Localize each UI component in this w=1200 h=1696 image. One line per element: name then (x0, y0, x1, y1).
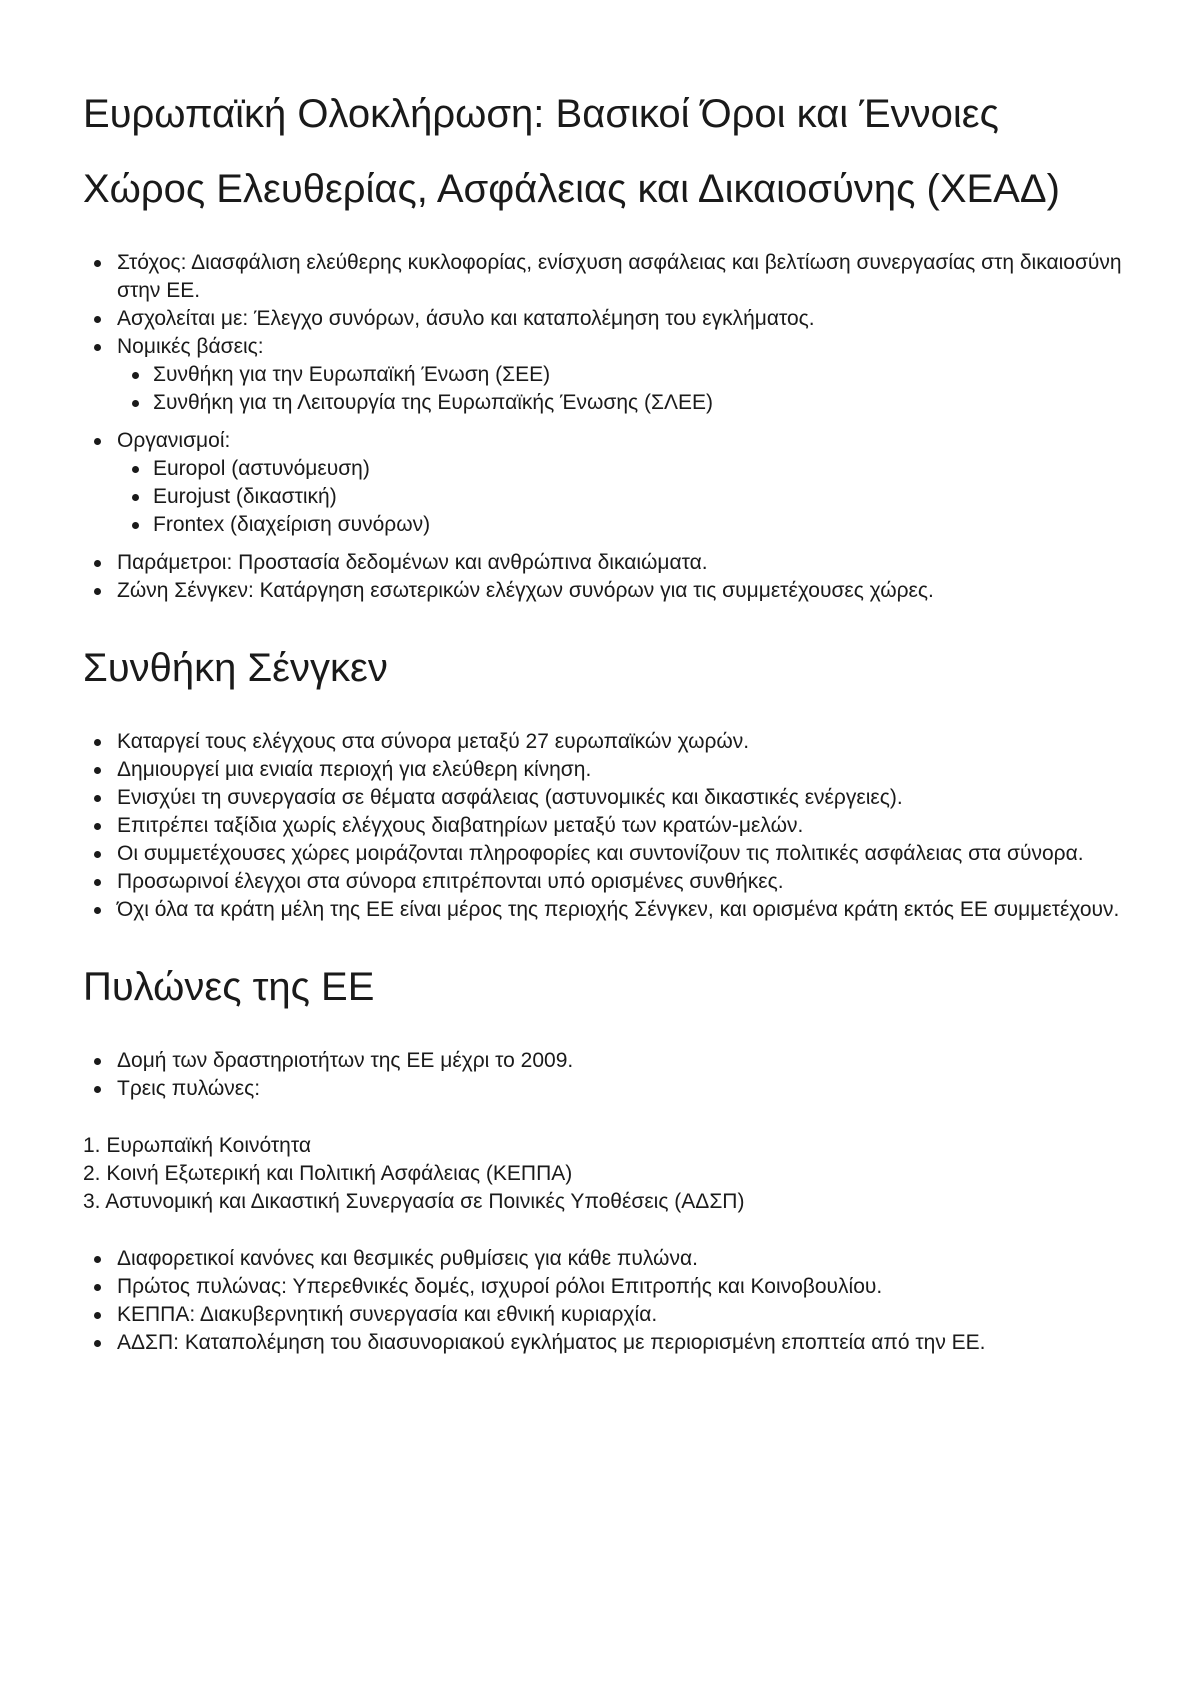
section-heading-schengen: Συνθήκη Σένγκεν (83, 646, 388, 690)
list-item: Επιτρέπει ταξίδια χωρίς ελέγχους διαβατηρίων μεταξύ των κρατών-μελών. (83, 812, 1123, 840)
sub-list-item: Συνθήκη για την Ευρωπαϊκή Ένωση (ΣΕΕ) (117, 361, 1123, 389)
item-number: 1. (83, 1134, 101, 1157)
document-page (83, 84, 1123, 1357)
section-heading-pillars: Πυλώνες της ΕΕ (83, 965, 375, 1009)
pillars-intro-list (83, 1047, 1123, 1103)
list-item: Τρεις πυλώνες: (83, 1075, 1123, 1103)
list-item-label: Οργανισμοί: (117, 429, 231, 452)
sub-list-item: Frontex (διαχείριση συνόρων) (117, 511, 1123, 539)
numbered-item (83, 1160, 1123, 1188)
sub-list-item: Συνθήκη για τη Λειτουργία της Ευρωπαϊκής Ένωσης (ΣΛΕΕ) (117, 389, 1123, 417)
list-item: Ζώνη Σένγκεν: Κατάργηση εσωτερικών ελέγχων συνόρων για τις συμμετέχουσες χώρες. (83, 577, 1123, 605)
list-item: ΚΕΠΠΑ: Διακυβερνητική συνεργασία και εθνική κυριαρχία. (83, 1301, 1123, 1329)
list-item: Δημιουργεί μια ενιαία περιοχή για ελεύθερη κίνηση. (83, 756, 1123, 784)
item-text: Αστυνομική και Δικαστική Συνεργασία σε Ποινικές Υποθέσεις (ΑΔΣΠ) (105, 1190, 745, 1213)
item-number: 2. (83, 1162, 101, 1185)
section-heading-afsj: Χώρος Ελευθερίας, Ασφάλειας και Δικαιοσύνης (ΧΕΑΔ) (83, 167, 1060, 211)
list-item: Προσωρινοί έλεγχοι στα σύνορα επιτρέπονται υπό ορισμένες συνθήκες. (83, 868, 1123, 896)
list-item: Δομή των δραστηριοτήτων της ΕΕ μέχρι το 2009. (83, 1047, 1123, 1075)
list-item: Όχι όλα τα κράτη μέλη της ΕΕ είναι μέρος της περιοχής Σένγκεν, και ορισμένα κράτη εκτός ΕΕ συμμετέχουν. (83, 896, 1123, 924)
list-item: Οι συμμετέχουσες χώρες μοιράζονται πληροφορίες και συντονίζουν τις πολιτικές ασφάλειας στα σύνορα. (83, 840, 1123, 868)
list-item: Ασχολείται με: Έλεγχο συνόρων, άσυλο και καταπολέμηση του εγκλήματος. (83, 305, 1123, 333)
pillars-details-list (83, 1245, 1123, 1357)
pillars-numbered-list (83, 1132, 1123, 1216)
list-item: Παράμετροι: Προστασία δεδομένων και ανθρώπινα δικαιώματα. (83, 549, 1123, 577)
list-item: ΑΔΣΠ: Καταπολέμηση του διασυνοριακού εγκλήματος με περιορισμένη εποπτεία από την ΕΕ. (83, 1329, 1123, 1357)
list-item-legal-bases (83, 333, 1123, 417)
legal-bases-sublist (117, 361, 1123, 417)
numbered-item (83, 1132, 1123, 1160)
list-item-agencies (83, 427, 1123, 539)
schengen-list (83, 728, 1123, 924)
list-item: Ενισχύει τη συνεργασία σε θέματα ασφάλειας (αστυνομικές και δικαστικές ενέργειες). (83, 784, 1123, 812)
page-title: Ευρωπαϊκή Ολοκλήρωση: Βασικοί Όροι και Έννοιες (83, 92, 999, 136)
sub-list-item: Europol (αστυνόμευση) (117, 455, 1123, 483)
item-text: Κοινή Εξωτερική και Πολιτική Ασφάλειας (ΚΕΠΠΑ) (106, 1162, 573, 1185)
numbered-item (83, 1188, 1123, 1216)
list-item: Διαφορετικοί κανόνες και θεσμικές ρυθμίσεις για κάθε πυλώνα. (83, 1245, 1123, 1273)
list-item: Στόχος: Διασφάλιση ελεύθερης κυκλοφορίας, ενίσχυση ασφάλειας και βελτίωση συνεργασίας στη δικαιοσύνη στην ΕΕ. (83, 249, 1123, 305)
item-number: 3. (83, 1190, 101, 1213)
agencies-sublist (117, 455, 1123, 539)
list-item: Καταργεί τους ελέγχους στα σύνορα μεταξύ 27 ευρωπαϊκών χωρών. (83, 728, 1123, 756)
list-item: Πρώτος πυλώνας: Υπερεθνικές δομές, ισχυροί ρόλοι Επιτροπής και Κοινοβουλίου. (83, 1273, 1123, 1301)
item-text: Ευρωπαϊκή Κοινότητα (106, 1134, 311, 1157)
afsj-list (83, 249, 1123, 605)
sub-list-item: Eurojust (δικαστική) (117, 483, 1123, 511)
list-item-label: Νομικές βάσεις: (117, 335, 264, 358)
